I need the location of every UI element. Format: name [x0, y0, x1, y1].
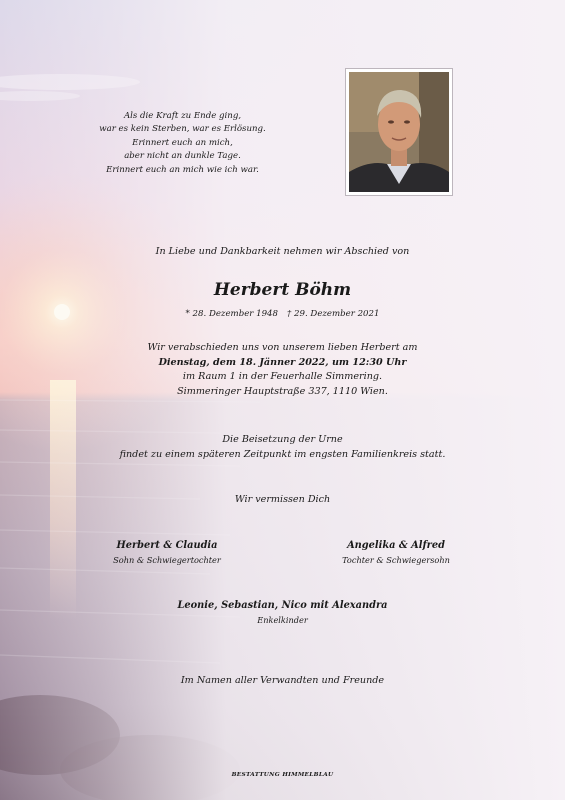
mourner-names: Angelika & Alfred [347, 540, 445, 551]
poem-line: Erinnert euch an mich wie ich war. [106, 164, 259, 175]
burial-line: findet zu einem späteren Zeitpunkt im engsten Familienkreis statt. [119, 448, 446, 460]
mourner-group [67, 539, 267, 567]
grandchildren-relation: Enkelkinder [257, 615, 308, 625]
life-dates [0, 309, 565, 319]
mourner-relation: Tochter & Schwiegersohn [342, 555, 450, 565]
miss-you-text: Wir vermissen Dich [234, 494, 331, 505]
portrait-image [349, 72, 449, 192]
ceremony-date: Dienstag, dem 18. Jänner 2022, um 12:30 Uhr [158, 356, 407, 368]
burial-details [0, 433, 565, 462]
ceremony-line: Wir verabschieden uns von unserem lieben Herbert am [147, 342, 418, 353]
ceremony-address: Simmeringer Hauptstraße 337, 1110 Wien. [177, 385, 388, 397]
poem-line: war es kein Sterben, war es Erlösung. [99, 124, 266, 135]
portrait-photo [345, 68, 453, 196]
grandchildren-group [0, 599, 565, 627]
poem-line: aber nicht an dunkle Tage. [124, 151, 241, 162]
poem [70, 110, 295, 177]
farewell-intro: In Liebe und Dankbarkeit nehmen wir Abschied von [155, 246, 410, 257]
mourner-names: Herbert & Claudia [116, 540, 218, 551]
burial-line: Die Beisetzung der Urne [222, 434, 343, 445]
ceremony-location: im Raum 1 in der Feuerhalle Simmering. [182, 371, 383, 383]
mourner-group [296, 539, 496, 567]
grandchildren-names: Leonie, Sebastian, Nico mit Alexandra [177, 600, 388, 611]
closing-text: Im Namen aller Verwandten und Freunde [180, 675, 385, 686]
poem-line: Als die Kraft zu Ende ging, [123, 111, 242, 121]
mourner-relation: Sohn & Schwiegertochter [113, 555, 221, 565]
birth-date: * 28. Dezember 1948 [185, 309, 278, 319]
funeral-home-name: BESTATTUNG HIMMELBLAU [231, 772, 334, 778]
poem-line: Erinnert euch an mich, [132, 137, 233, 148]
death-date: † 29. Dezember 2021 [287, 309, 380, 319]
ceremony-details [0, 341, 565, 399]
deceased-name: Herbert Böhm [213, 280, 352, 300]
